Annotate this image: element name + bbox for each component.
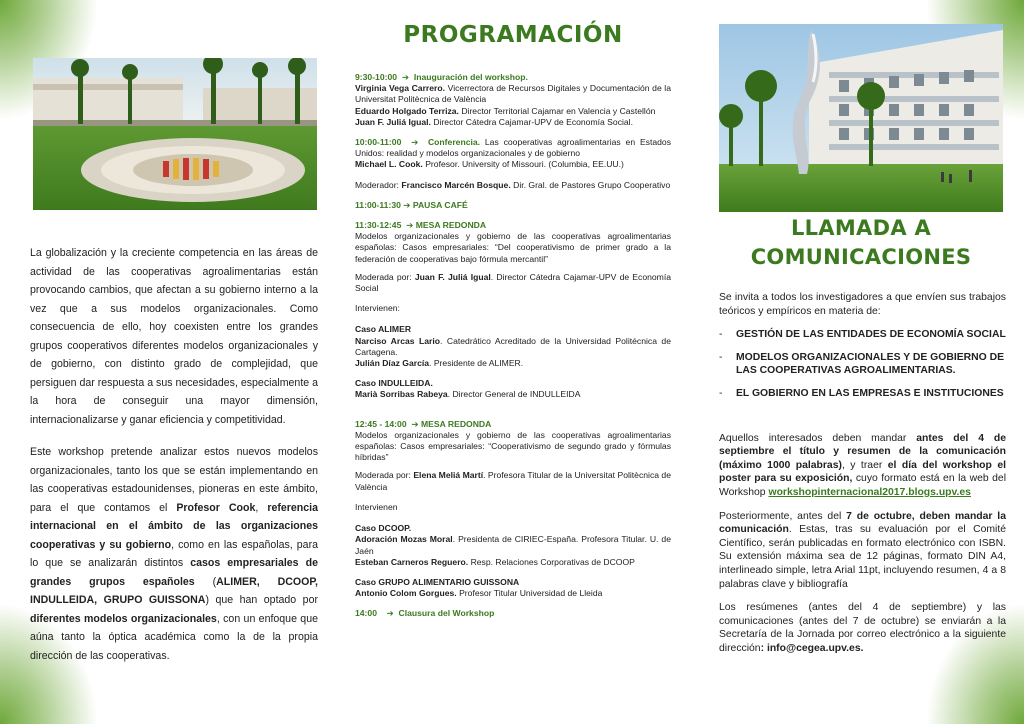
- closing-block: 14:00 ➔ Clausura del Workshop: [355, 608, 495, 619]
- campus-building-photo: [719, 24, 1003, 212]
- round-table-2-speakers-label: Intervienen: [355, 501, 398, 512]
- call-text: [719, 291, 1006, 665]
- topic-item: - EL GOBIERNO EN LAS EMPRESAS E INSTITUCIONES: [719, 387, 1006, 401]
- arrow-right-icon: ➔: [403, 199, 411, 210]
- round-table-1-block: 11:30-12:45 ➔ MESA REDONDA Modelos organizacionales y gobierno de las cooperativas agroalimentarias españolas: Casos empresariales: “Del cooperativismo de primer grado a la federación de cooperativas bajo fórmula mercantil”: [355, 220, 671, 264]
- case-alimer: Caso ALIMER Narciso Arcas Lario. Catedrático Acreditado de la Universidad Politécnica de Cartagena. Julián Díaz García. Presidente de ALIMER.: [355, 324, 671, 369]
- campus-seal-photo: [33, 58, 317, 210]
- coffee-break-block: 11:00-11:30 ➔ PAUSA CAFÉ: [355, 199, 468, 210]
- call-title-line-2: COMUNICACIONES: [750, 245, 972, 269]
- arrow-right-icon: ➔: [411, 418, 419, 429]
- call-intro: Se invita a todos los investigadores a que envíen sus trabajos teóricos y empíricos en materia de:: [719, 292, 1006, 317]
- topic-item: - MODELOS ORGANIZACIONALES Y DE GOBIERNO DE LAS COOPERATIVAS AGROALIMENTARIAS.: [719, 351, 1006, 378]
- call-paragraph-submission: Posteriormente, antes del 7 de octubre, deben mandar la comunicación. Estas, tras su evaluación por el Comité Científico, serán publicadas en formato electrónico con ISBN. Su extensión máxima sea de 12 páginas, formato DIN A4, interlineado simple, letra Arial 11pt, incluyendo resumen, 4 a 8 palabras clave y bibliografía: [719, 510, 1006, 590]
- case-guissona: Caso GRUPO ALIMENTARIO GUISSONA Antonio Colom Gorgues. Profesor Titular Universidad de Lleida: [355, 576, 603, 599]
- call-paragraph-contact: Los resúmenes (antes del 4 de septiembre) y las comunicaciones (antes del 7 de octubre) se enviarán a la Secretaría de la Jornada por correo electrónico a la siguiente dirección: info@cegea.upv.es.: [719, 602, 1006, 654]
- conference-block: 10:00-11:00 ➔ Conferencia. Las cooperativas agroalimentarias en Estados Unidos: realidad y modelos organizacionales y de gobierno Michael L. Cook. Profesor. University of Missouri. (Columbia, EE.UU.): [355, 137, 671, 170]
- call-paragraph-deadline: Aquellos interesados deben mandar antes del 4 de septiembre el título y resumen de la comunicación (máximo 1000 palabras), y traer el día del workshop el poster para su exposición, cuyo formato está en la web del Workshop workshopinternacional2017.blogs.upv.es: [719, 432, 1007, 498]
- round-table-2-moderator: Moderada por: Elena Meliá Martí. Profesora Titular de la Universitat Politècnica de València: [355, 470, 671, 492]
- arrow-right-icon: ➔: [406, 220, 414, 231]
- inauguration-block: 9:30-10:00 ➔ Inauguración del workshop. Virginia Vega Carrero. Vicerrectora de Recursos Digitales y Documentación de la Universitat Politècnica de València Eduardo Holgado Terriza. Director Territorial Cajamar en Valencia y Castellón Juan F. Juliá Igual. Director Cátedra Cajamar-UPV de Economía Social.: [355, 72, 671, 127]
- intro-text: [30, 244, 318, 679]
- topics-list: [719, 328, 1006, 400]
- call-title: [719, 214, 1003, 272]
- arrow-right-icon: ➔: [386, 608, 394, 619]
- moderator-block: Moderador: Francisco Marcén Bosque. Dir. Gral. de Pastores Grupo Cooperativo: [355, 179, 671, 190]
- intro-paragraph-1: La globalización y la creciente competencia en las áreas de actividad de las cooperativas agroalimentarias están provocando cambios, que afectan a su gobierno interno a la vez que a sus modelos organizacionales. Como consecuencia de ello, hoy coexisten entre los grandes grupos cooperativos diferentes modelos organizacionales y de gobierno, con distinto grado de complejidad, que persiguen dar respuesta a sus necesidades, especialmente a la hora de conseguir una mayor dimensión, internacionalizarse y ganar eficiencia y competitividad.: [30, 247, 318, 426]
- topic-item: - GESTIÓN DE LAS ENTIDADES DE ECONOMÍA SOCIAL: [719, 328, 1006, 342]
- contact-email[interactable]: : info@cegea.upv.es.: [760, 642, 864, 654]
- program-title: PROGRAMACIÓN: [403, 22, 623, 48]
- workshop-web-link[interactable]: workshopinternacional2017.blogs.upv.es: [768, 486, 971, 498]
- program-list: [355, 72, 671, 629]
- arrow-right-icon: ➔: [401, 72, 410, 82]
- intro-paragraph-2: Este workshop pretende analizar estos nuevos modelos organizacionales, tanto los que se están implementando en las cooperativas estadounidenses, pioneras en este ámbito, para el que contamos el Profesor Cook, referencia internacional en el ámbito de las organizaciones cooperativas y su gobierno, como en las españolas, para lo que se analizarán distintos casos empresariales de grandes grupos españoles (ALIMER, DCOOP, INDULLEIDA, GRUPO GUISSONA) que han optado por diferentes modelos organizacionales, con un enfoque que aúna tanto la óptica académica como la de la propia dirección de las cooperativas.: [30, 446, 318, 662]
- case-dcoop: Caso DCOOP. Adoración Mozas Moral. Presidenta de CIRIEC-España. Profesora Titular. U. de Jaén Esteban Carneros Reguero. Resp. Relaciones Corporativas de DCOOP: [355, 523, 671, 567]
- case-indulleida: Caso INDULLEIDA. Marià Sorribas Rabeya. Director General de INDULLEIDA: [355, 378, 581, 400]
- round-table-1-speakers-label: Intervienen:: [355, 303, 400, 314]
- round-table-1-moderator: Moderada por: Juan F. Juliá Igual. Director Cátedra Cajamar-UPV de Economía Social: [355, 271, 671, 294]
- arrow-right-icon: ➔: [411, 137, 419, 148]
- call-title-line-1: LLAMADA A: [790, 216, 932, 240]
- round-table-2-block: 12:45 - 14:00 ➔ MESA REDONDA Modelos organizacionales y gobierno de las cooperativas agroalimentarias españolas: Casos empresariales: “Cooperativismo de segundo grado y fórmulas híbridas”: [355, 418, 671, 463]
